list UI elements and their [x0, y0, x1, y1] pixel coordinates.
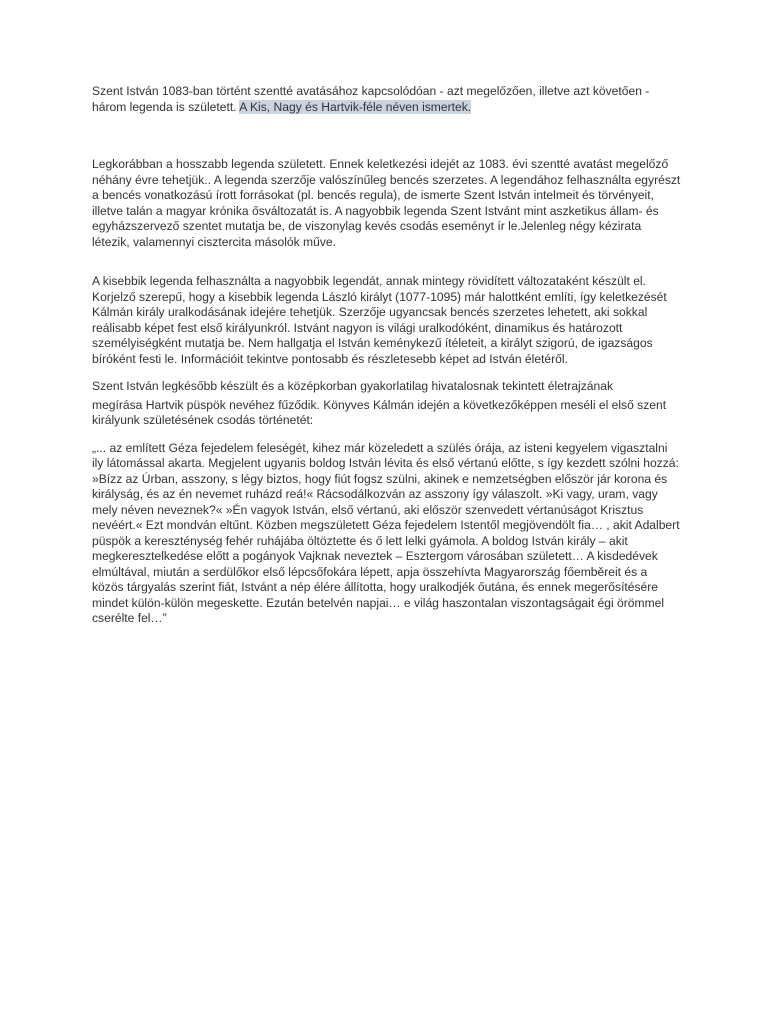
- hartvik-line-2: megírása Hartvik püspök nevéhez fűződik. Könyves Kálmán idején a következőképpen meséli el első szent királyunk születésének csodás történetét:: [92, 397, 667, 427]
- long-legend-paragraph: Legkorábban a hosszabb legenda született. Ennek keletkezési idejét az 1083. évi szentté avatást megelőző néhány évre tehetjük.. A legenda szerzője valószínűleg bencés szerzetes. A legendához felhasználta egyrészt a bencés vonatkozású írott forrásokat (pl. bencés regula), de ismerte Szent István intelmeit és törvényeit, illetve talán a magyar krónika ősváltozatát is. A nagyobbik legenda Szent Istvánt mint aszketikus állam- és egyházszervező szentet mutatja be, de viszonylag kevés csodás eseményt ír le.Jelenleg négy kézirata létezik, valamennyi cisztercita másolók műve.: [92, 157, 681, 249]
- document-body: [92, 84, 682, 627]
- intro-paragraph: [92, 84, 682, 115]
- intro-text: Szent István 1083-ban történt szentté avatásához kapcsolódóan - azt megelőzően, illetve azt követően - három legenda is született.: [92, 84, 650, 114]
- hartvik-legend-paragraph: [92, 379, 682, 429]
- hartvik-line-1: Szent István legkésőbb készült és a középkorban gyakorlatilag hivatalosnak tekintett életrajzának: [92, 379, 614, 393]
- small-legend-paragraph: A kisebbik legenda felhasználta a nagyobbik legendát, annak mintegy rövidített változataként készült el. Korjelző szerepű, hogy a kisebbik legenda László királyt (1077-1095) már halottként említi, így keletkezését Kálmán király uralkodásának idejére tehetjük. Szerzője ugyancsak bencés szerzetes lehetett, aki sokkal reálisabb képet fest első királyunkról. Istvánt nagyon is világi uralkodóként, dinamikus és határozott személyiségként mutatja be. Nem hallgatja el István keménykezű ítéleteit, a királyt szigorú, de igazságos bíróként festi le. Információit tekintve pontosabb és részletesebb képet ad István életéről.: [92, 274, 667, 366]
- highlighted-text: A Kis, Nagy és Hartvik-féle néven ismertek.: [239, 99, 472, 114]
- quote-paragraph: „... az említett Géza fejedelem feleségét, kihez már közeledett a szülés órája, az isteni kegyelem vigasztalni ily látomással akarta. Megjelent ugyanis boldog István lévita és első vértanú előtte, s így kezdett szólni hozzá: »Bízz az Úrban, asszony, s légy biztos, hogy fiút fogsz szülni, akinek e nemzetségben először jár korona és királyság, és az én nevemet ruházd reá!« Rácsodálkozván az asszony így válaszolt. »Ki vagy, uram, vagy mely néven neveznek?« »Én vagyok István, első vértanú, aki először szenvedett vértanúságot Krisztus nevéért.« Ezt mondván eltűnt. Közben megszületett Géza fejedelem Istentől megjövendölt fia… , akit Adalbert püspök a kereszténység fehér ruhájába öltöztette és ő lett lelki gyámola. A boldog István király – akit megkeresztelkedése előtt a pogányok Vajknak neveztek – Esztergom városában született… A kisdedévek elmúltával, miután a serdülőkor első lépcsőfokára lépett, apja összehívta Magyarország főemběreit és a közös tárgyalás szerint fiát, Istvánt a nép élére állította, hogy uralkodjék őutána, és ennek megerősítésére mindet külön-külön megeskette. Ezután betelvén napjai… e világ haszontalan viszontagságait égi örömmel cserélte fel…”: [92, 440, 680, 625]
